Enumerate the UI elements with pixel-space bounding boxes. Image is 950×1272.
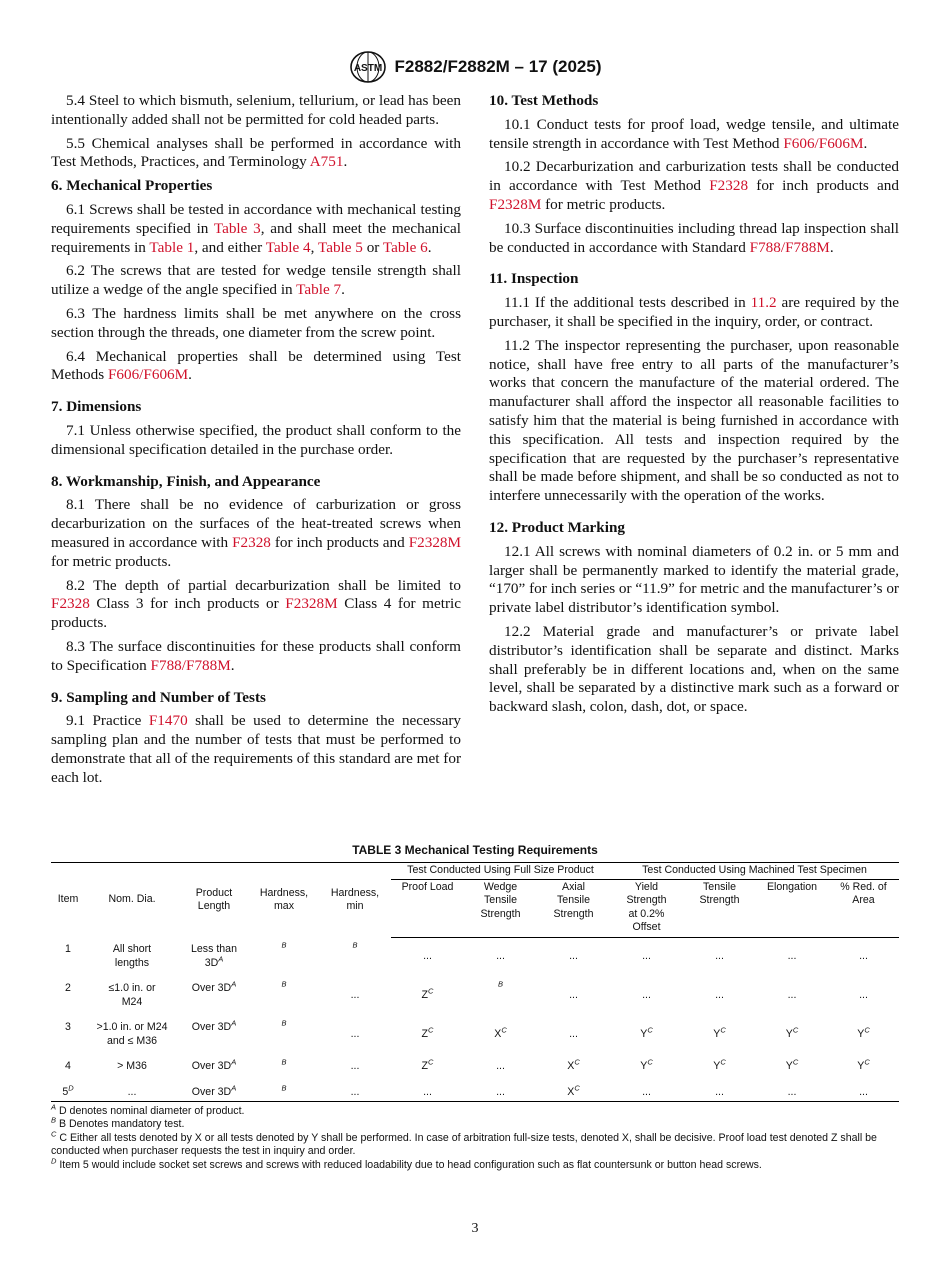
- logo-text: ASTM: [353, 63, 382, 74]
- cell-wedge: $X^C$: [494, 1025, 507, 1040]
- cell-elongation: $Y^C$: [785, 1057, 799, 1072]
- cell-elongation: ...: [787, 988, 797, 1001]
- link-f606[interactable]: F606/F606M: [107, 366, 189, 384]
- cell-nom-dia: > M36: [117, 1060, 147, 1072]
- cell-elongation: $Y^C$: [785, 1025, 799, 1040]
- cell-item: 3: [65, 1021, 71, 1033]
- link-f2328m[interactable]: F2328M: [408, 533, 462, 551]
- heading-workmanship: 8. Workmanship, Finish, and Appearance: [51, 472, 321, 490]
- cell-tensile: $Y^C$: [713, 1057, 726, 1072]
- cell-elongation: ...: [756, 1080, 828, 1102]
- table-row: [51, 1015, 899, 1054]
- paragraph-12-2: 12.2 Material grade and manufacturer’s or private label distributor’s identification shall be separate and distinct. Marks shall preferably be in different locations and, when on the same level, shall be separated by a distinctive mark such as a forward or backward slash, colon, dash, dot, or space.: [489, 622, 899, 716]
- heading-dimensions: 7. Dimensions: [51, 398, 142, 416]
- group-header-machined: Test Conducted Using Machined Test Specimen: [610, 863, 899, 880]
- cell-reduction: $Y^C$: [857, 1025, 870, 1040]
- cell-proof-load: $Z^C$: [421, 1057, 434, 1072]
- paragraph-8-2: 8.2 The depth of partial decarburization shall be limited to F2328 Class 3 for inch products or F2328M Class 4 for metric products.: [51, 576, 461, 632]
- cell-yield: ...: [642, 988, 651, 1001]
- link-table-4[interactable]: Table 4: [265, 238, 311, 256]
- cell-tensile: ...: [683, 1080, 756, 1102]
- cell-nom-dia: ≤1.0 in. or M24: [108, 982, 156, 1008]
- right-column: [489, 92, 899, 722]
- cell-hardness-max: B: [281, 940, 287, 950]
- table-row: [51, 976, 899, 1015]
- col-header-hardness-min: Hardness, min: [319, 863, 391, 938]
- cell-axial: ...: [569, 1027, 578, 1040]
- cell-axial: $X^C$: [537, 1080, 610, 1102]
- paragraph-6-4: 6.4 Mechanical properties shall be determined using Test Methods F606/F606M.: [51, 347, 461, 384]
- cell-reduction: ...: [859, 988, 868, 1001]
- cell-wedge: B: [497, 979, 503, 989]
- cell-elongation: ...: [787, 950, 797, 962]
- page-header: [0, 50, 950, 84]
- paragraph-8-3: 8.3 The surface discontinuities for these products shall conform to Specification F788/F788M.: [51, 637, 461, 674]
- paragraph-11-1: 11.1 If the additional tests described in 11.2 are required by the purchaser, it shall be specified in the inquiry, order, or contract.: [489, 294, 899, 330]
- link-f606[interactable]: F606/F606M: [783, 134, 864, 152]
- cell-axial: ...: [569, 988, 578, 1001]
- cell-yield: ...: [610, 1080, 683, 1102]
- col-header-yield-strength: Yield Strength at 0.2% Offset: [610, 879, 683, 937]
- astm-logo-icon: [349, 50, 387, 84]
- cell-reduction: $Y^C$: [857, 1057, 870, 1072]
- footnote-b: $^B$ B Denotes mandatory test.: [51, 1115, 185, 1131]
- link-f2328m[interactable]: F2328M: [489, 195, 542, 213]
- cell-hardness-max: B: [249, 1080, 319, 1102]
- heading-inspection: 11. Inspection: [489, 270, 579, 288]
- paragraph-10-1: 10.1 Conduct tests for proof load, wedge tensile, and ultimate tensile strength in accordance with Test Method F606/F606M.: [489, 115, 899, 152]
- link-table-5[interactable]: Table 5: [317, 238, 363, 256]
- table-row: [51, 1080, 899, 1102]
- cell-proof-load: $Z^C$: [421, 986, 434, 1001]
- paragraph-6-1: 6.1 Screws shall be tested in accordance with mechanical testing requirements specified in Table 3, and shall meet the mechanical requirements in Table 1, and either Table 4, Table 5 or Table 6.: [51, 200, 462, 256]
- cell-hardness-min: ...: [350, 1060, 360, 1072]
- cell-hardness-min: ...: [319, 1080, 391, 1102]
- cell-proof-load: ...: [391, 1080, 464, 1102]
- cell-wedge: ...: [464, 1080, 537, 1102]
- mechanical-testing-table: [51, 862, 899, 1102]
- col-header-tensile-strength: Tensile Strength: [683, 879, 756, 937]
- paragraph-6-3: 6.3 The hardness limits shall be met anywhere on the cross section through the threads, one diameter from the screw point.: [51, 304, 461, 341]
- col-header-axial-tensile: Axial Tensile Strength: [537, 879, 610, 937]
- link-f1470[interactable]: F1470: [148, 712, 188, 730]
- cell-hardness-min: B: [352, 940, 358, 950]
- cell-axial: ...: [569, 950, 578, 962]
- link-table-7[interactable]: Table 7: [296, 281, 342, 299]
- cell-yield: $Y^C$: [640, 1057, 653, 1072]
- paragraph-9-1: 9.1 Practice F1470 shall be used to determine the necessary sampling plan and the number of tests that must be performed to demonstrate that all of the requirements of this standard are met for each lot.: [51, 712, 461, 786]
- cell-yield: $Y^C$: [640, 1025, 653, 1040]
- cell-length: Over $3D^A$: [191, 979, 237, 994]
- cell-length: Over $3D^A$: [191, 1057, 237, 1072]
- table-3-section: [51, 843, 899, 1172]
- col-header-item: Item: [51, 863, 85, 938]
- cell-tensile: ...: [715, 988, 724, 1001]
- cell-wedge: ...: [496, 1060, 505, 1072]
- paragraph-5-4: 5.4 Steel to which bismuth, selenium, tellurium, or lead has been intentionally added shall not be permitted for cold headed parts.: [51, 92, 461, 128]
- paragraph-11-2: 11.2 The inspector representing the purchaser, upon reasonable notice, shall have free entry to all parts of the manufacturer’s works that concern the manufacture of the material ordered. The manufacturer shall afford the inspector all reasonable facilities to satisfy him that the material is being furnished in accordance with this specification. All tests and inspection required by the specification that are requested by the purchaser’s representative shall be made before shipment, and shall be so conducted as not to interfere unnecessarily with the operation of the works.: [489, 336, 899, 505]
- cell-length: Less than $3D^A$: [191, 943, 237, 969]
- cell-reduction: ...: [828, 1080, 899, 1102]
- heading-sampling: 9. Sampling and Number of Tests: [51, 688, 266, 706]
- link-table-6[interactable]: Table 6: [382, 238, 428, 256]
- footnote-a: $^A$ D denotes nominal diameter of product.: [51, 1102, 245, 1117]
- cell-item: 1: [65, 943, 71, 955]
- col-header-product-length: Product Length: [179, 863, 249, 938]
- heading-test-methods: 10. Test Methods: [489, 92, 599, 109]
- paragraph-12-1: 12.1 All screws with nominal diameters of 0.2 in. or 5 mm and larger shall be permanently marked to identify the material grade, “170” for inch series or “11.9” for metric and the manufacturer’s or private label distributor’s identification symbol.: [489, 542, 899, 617]
- cell-length: Over $3D^A$: [179, 1080, 249, 1102]
- table-title: TABLE 3 Mechanical Testing Requirements: [352, 843, 598, 857]
- cell-hardness-max: B: [281, 1057, 287, 1067]
- link-section-11-2[interactable]: 11.2: [750, 294, 777, 312]
- col-header-hardness-max: Hardness, max: [249, 863, 319, 938]
- paragraph-6-2: 6.2 The screws that are tested for wedge tensile strength shall utilize a wedge of the angle specified in Table 7.: [51, 262, 461, 299]
- link-a751[interactable]: A751: [309, 153, 344, 171]
- link-f2328m[interactable]: F2328M: [285, 595, 338, 613]
- cell-hardness-min: ...: [350, 1027, 360, 1040]
- cell-proof-load: $Z^C$: [421, 1025, 434, 1040]
- cell-proof-load: ...: [423, 950, 432, 962]
- link-table-1[interactable]: Table 1: [149, 238, 195, 256]
- heading-product-marking: 12. Product Marking: [489, 518, 625, 536]
- cell-nom-dia: ...: [85, 1080, 179, 1102]
- link-f2328[interactable]: F2328: [709, 177, 749, 195]
- cell-tensile: $Y^C$: [713, 1025, 726, 1040]
- link-table-3[interactable]: Table 3: [213, 219, 261, 237]
- table-footnotes: [51, 1102, 899, 1172]
- footnote-d: $^D$ Item 5 would include socket set screws and screws with reduced loadability due to head configuration such as flat countersunk or button head screws.: [51, 1156, 762, 1171]
- col-header-wedge-tensile: Wedge Tensile Strength: [464, 879, 537, 937]
- cell-hardness-min: ...: [350, 988, 360, 1001]
- left-column: [51, 92, 461, 793]
- cell-tensile: ...: [715, 950, 724, 962]
- link-f2328[interactable]: F2328: [232, 533, 271, 551]
- cell-nom-dia: >1.0 in. or M24 and ≤ M36: [96, 1021, 168, 1047]
- cell-item: $5^D$: [51, 1080, 85, 1102]
- table-row: [51, 937, 899, 976]
- heading-mechanical-properties: 6. Mechanical Properties: [51, 177, 213, 195]
- cell-item: 2: [65, 982, 71, 994]
- paragraph-8-1: 8.1 There shall be no evidence of carburization or gross decarburization on the surfaces of the heat-treated screws when measured in accordance with F2328 for inch products and F2328M for metric products.: [51, 496, 462, 570]
- footnote-c: $^C$ C Either all tests denoted by X or all tests denoted by Y shall be performed. In case of arbitration full-size tests, denoted X, shall be decisive. Proof load test denoted Z shall be conducted when purchaser requests the test in inquiry and order.: [51, 1129, 877, 1158]
- cell-length: Over $3D^A$: [191, 1018, 237, 1033]
- paragraph-5-5: 5.5 Chemical analyses shall be performed in accordance with Test Methods, Practices, and Terminology A751.: [51, 134, 461, 171]
- col-header-reduction-area: % Red. of Area: [828, 879, 899, 937]
- table-row: [51, 1054, 899, 1080]
- cell-yield: ...: [642, 950, 651, 962]
- paragraph-10-3: 10.3 Surface discontinuities including thread lap inspection shall be conducted in accordance with Standard F788/F788M.: [489, 219, 899, 256]
- page-number: 3: [471, 1221, 479, 1236]
- group-header-full-size: Test Conducted Using Full Size Product: [391, 863, 610, 880]
- cell-hardness-max: B: [281, 979, 287, 989]
- link-f788[interactable]: F788/F788M: [749, 238, 830, 256]
- cell-item: 4: [65, 1060, 71, 1072]
- cell-reduction: ...: [859, 950, 868, 962]
- cell-hardness-max: B: [281, 1018, 287, 1028]
- col-header-proof-load: Proof Load: [391, 879, 464, 937]
- link-f2328[interactable]: F2328: [51, 595, 90, 613]
- col-header-elongation: Elongation: [756, 879, 828, 937]
- col-header-nom-dia: Nom. Dia.: [85, 863, 179, 938]
- paragraph-7-1: 7.1 Unless otherwise specified, the product shall conform to the dimensional specification detailed in the purchase order.: [51, 421, 461, 458]
- standard-designation: F2882/F2882M – 17 (2025): [394, 57, 602, 76]
- cell-axial: $X^C$: [567, 1057, 580, 1072]
- cell-nom-dia: All short lengths: [112, 943, 152, 969]
- paragraph-10-2: 10.2 Decarburization and carburization tests shall be conducted in accordance with Test Method F2328 for inch products and F2328M for metric products.: [489, 158, 899, 213]
- link-f788[interactable]: F788/F788M: [150, 656, 231, 674]
- cell-wedge: ...: [496, 950, 505, 962]
